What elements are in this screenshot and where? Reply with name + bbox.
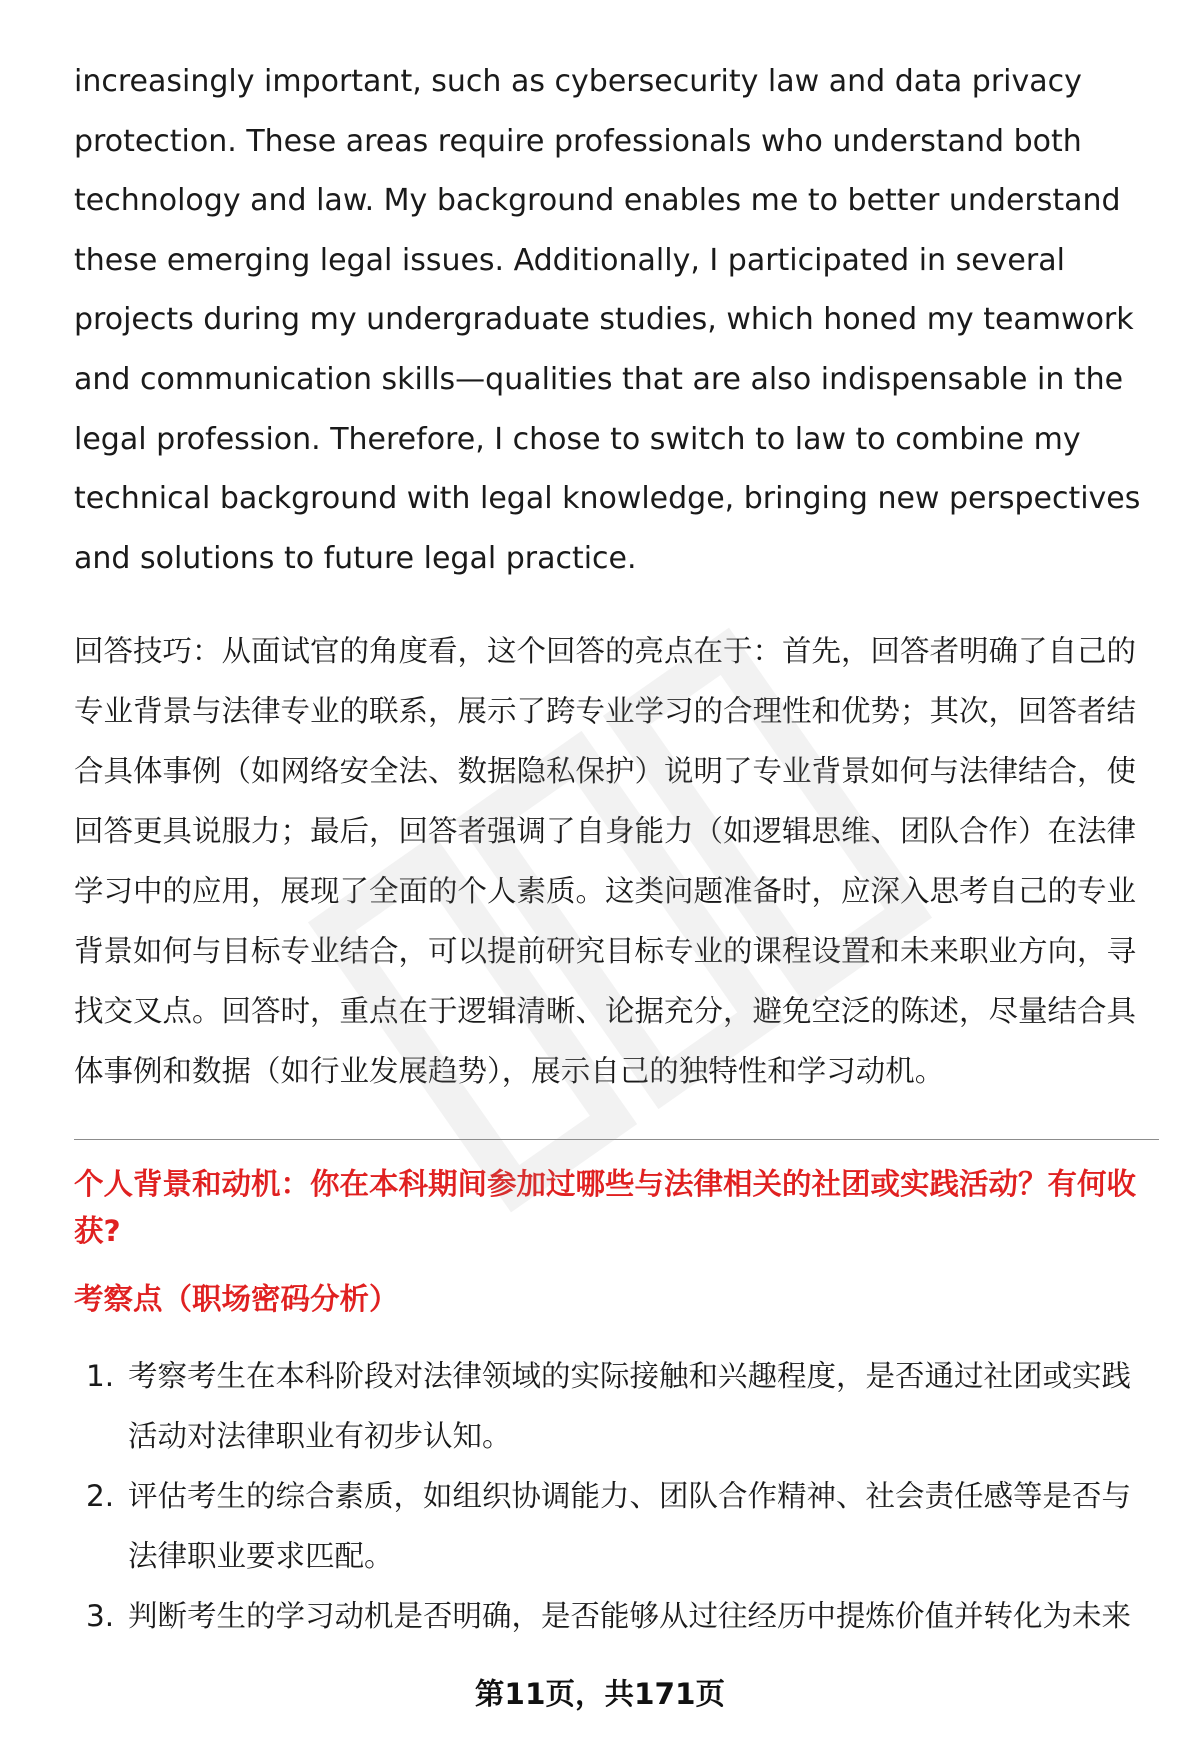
answer-tips-paragraph <box>74 621 1159 1101</box>
assessment-points-heading: 考察点（职场密码分析） <box>74 1282 399 1317</box>
document-page <box>74 52 1159 1646</box>
page-number-footer: 第11页，共171页 <box>474 1677 726 1711</box>
list-item-number: 2. <box>86 1479 115 1514</box>
section-divider <box>74 1139 1159 1140</box>
list-item-number: 1. <box>86 1359 115 1394</box>
answer-tips-text: 从面试官的角度看，这个回答的亮点在于：首先，回答者明确了自己的专业背景与法律专业的联系，展示了跨专业学习的合理性和优势；其次，回答者结合具体事例（如网络安全法、数据隐私保护）说明了专业背景如何与法律结合，使回答更具说服力；最后，回答者强调了自身能力（如逻辑思维、团队合作）在法律学习中的应用，展现了全面的个人素质。这类问题准备时，应深入思考自己的专业背景如何与目标专业结合，可以提前研究目标专业的课程设置和未来职业方向，寻找交叉点。回答时，重点在于逻辑清晰、论据充分，避免空泛的陈述，尽量结合具体事例和数据（如行业发展趋势），展示自己的独特性和学习动机。 <box>74 634 1137 1089</box>
list-item <box>74 1466 1159 1586</box>
answer-tips-label: 回答技巧： <box>74 634 222 669</box>
list-item-text: 考察考生在本科阶段对法律领域的实际接触和兴趣程度，是否通过社团或实践活动对法律职业有初步认知。 <box>128 1359 1132 1454</box>
list-item <box>74 1586 1159 1646</box>
list-item-number: 3. <box>86 1599 115 1634</box>
assessment-points-list <box>74 1346 1159 1646</box>
english-answer-paragraph: increasingly important, such as cybersecurity law and data privacy protection. These areas require professionals who understand both technology and law. My background enables me to better understand these emerging legal issues. Additionally, I participated in several projects during my undergraduate studies, which honed my teamwork and communication skills—qualities that are also indispensable in the legal profession. Therefore, I chose to switch to law to combine my technical background with legal knowledge, bringing new perspectives and solutions to future legal practice. <box>74 64 1141 576</box>
question-heading: 个人背景和动机：你在本科期间参加过哪些与法律相关的社团或实践活动？有何收获? <box>74 1167 1137 1249</box>
list-item <box>74 1346 1159 1466</box>
list-item-text: 评估考生的综合素质，如组织协调能力、团队合作精神、社会责任感等是否与法律职业要求匹配。 <box>128 1479 1132 1574</box>
list-item-text: 判断考生的学习动机是否明确，是否能够从过往经历中提炼价值并转化为未来 <box>128 1599 1132 1634</box>
